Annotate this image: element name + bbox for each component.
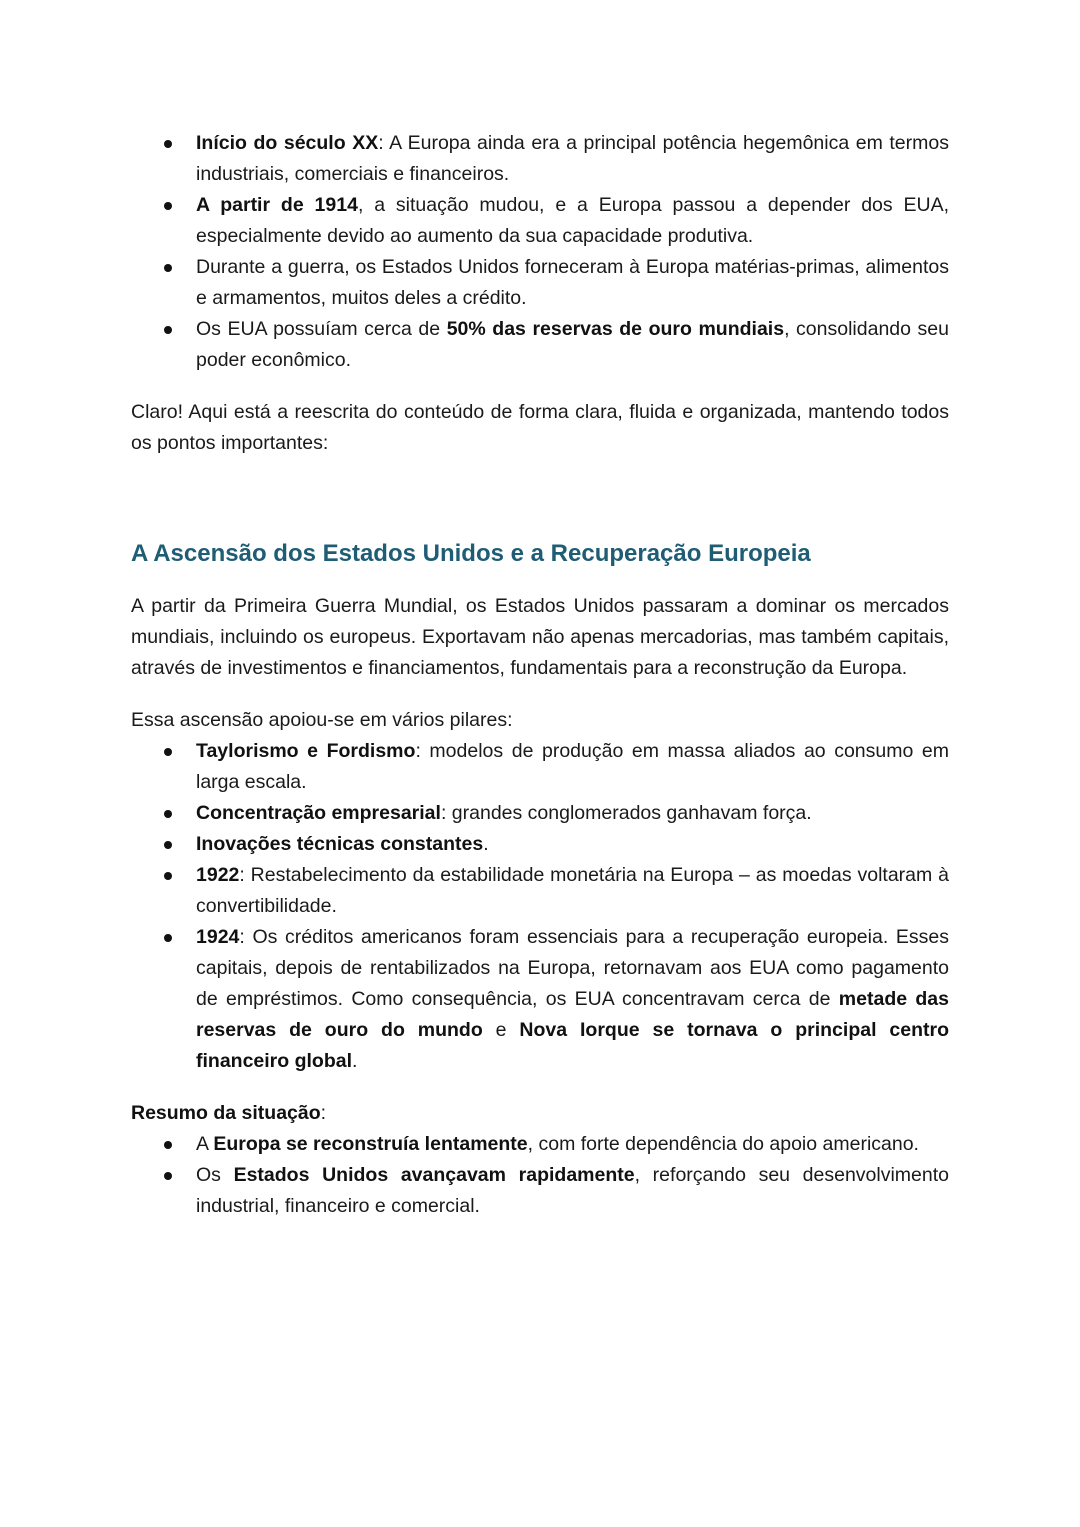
list-item: Os Estados Unidos avançavam rapidamente, reforçando seu desenvolvimento industrial, financeiro e comercial. bbox=[196, 1164, 949, 1217]
list-item: A partir de 1914, a situação mudou, e a Europa passou a depender dos EUA, especialmente devido ao aumento da sua capacidade produtiva. bbox=[196, 194, 950, 247]
intro-bullet-list bbox=[131, 128, 949, 376]
list-item: A Europa se reconstruía lentamente, com forte dependência do apoio americano. bbox=[196, 1133, 919, 1155]
list-item: 1922: Restabelecimento da estabilidade monetária na Europa – as moedas voltaram à convertibilidade. bbox=[196, 864, 949, 917]
pillars-bullet-list bbox=[131, 736, 949, 1077]
list-item: Inovações técnicas constantes. bbox=[196, 833, 489, 855]
list-item: Concentração empresarial: grandes conglomerados ganhavam força. bbox=[196, 802, 812, 824]
summary-bullet-list bbox=[131, 1129, 949, 1222]
intro-paragraph: Claro! Aqui está a reescrita do conteúdo de forma clara, fluida e organizada, mantendo todos os pontos importantes: bbox=[131, 401, 949, 454]
list-item: Início do século XX: A Europa ainda era a principal potência hegemônica em termos industriais, comerciais e financeiros. bbox=[196, 132, 949, 185]
document-page bbox=[131, 128, 949, 1222]
section-title: A Ascensão dos Estados Unidos e a Recuperação Europeia bbox=[131, 540, 811, 567]
list-item: Durante a guerra, os Estados Unidos forneceram à Europa matérias-primas, alimentos e armamentos, muitos deles a crédito. bbox=[196, 256, 949, 309]
summary-heading: Resumo da situação: bbox=[131, 1102, 327, 1124]
pillars-intro: Essa ascensão apoiou-se em vários pilares: bbox=[131, 709, 513, 731]
section-paragraph: A partir da Primeira Guerra Mundial, os Estados Unidos passaram a dominar os mercados mundiais, incluindo os europeus. Exportavam não apenas mercadorias, mas também capitais, através de investimentos e financiamentos, fundamentais para a reconstrução da Europa. bbox=[131, 595, 949, 679]
list-item: 1924: Os créditos americanos foram essenciais para a recuperação europeia. Esses capitais, depois de rentabilizados na Europa, retornavam aos EUA como pagamento de empréstimos. Como consequência, os EUA concentravam cerca de metade das reservas de ouro do mundo e Nova Iorque se tornava o principal centro financeiro global. bbox=[196, 926, 949, 1072]
list-item: Taylorismo e Fordismo: modelos de produção em massa aliados ao consumo em larga escala. bbox=[196, 740, 950, 793]
list-item: Os EUA possuíam cerca de 50% das reservas de ouro mundiais, consolidando seu poder econômico. bbox=[196, 318, 949, 371]
